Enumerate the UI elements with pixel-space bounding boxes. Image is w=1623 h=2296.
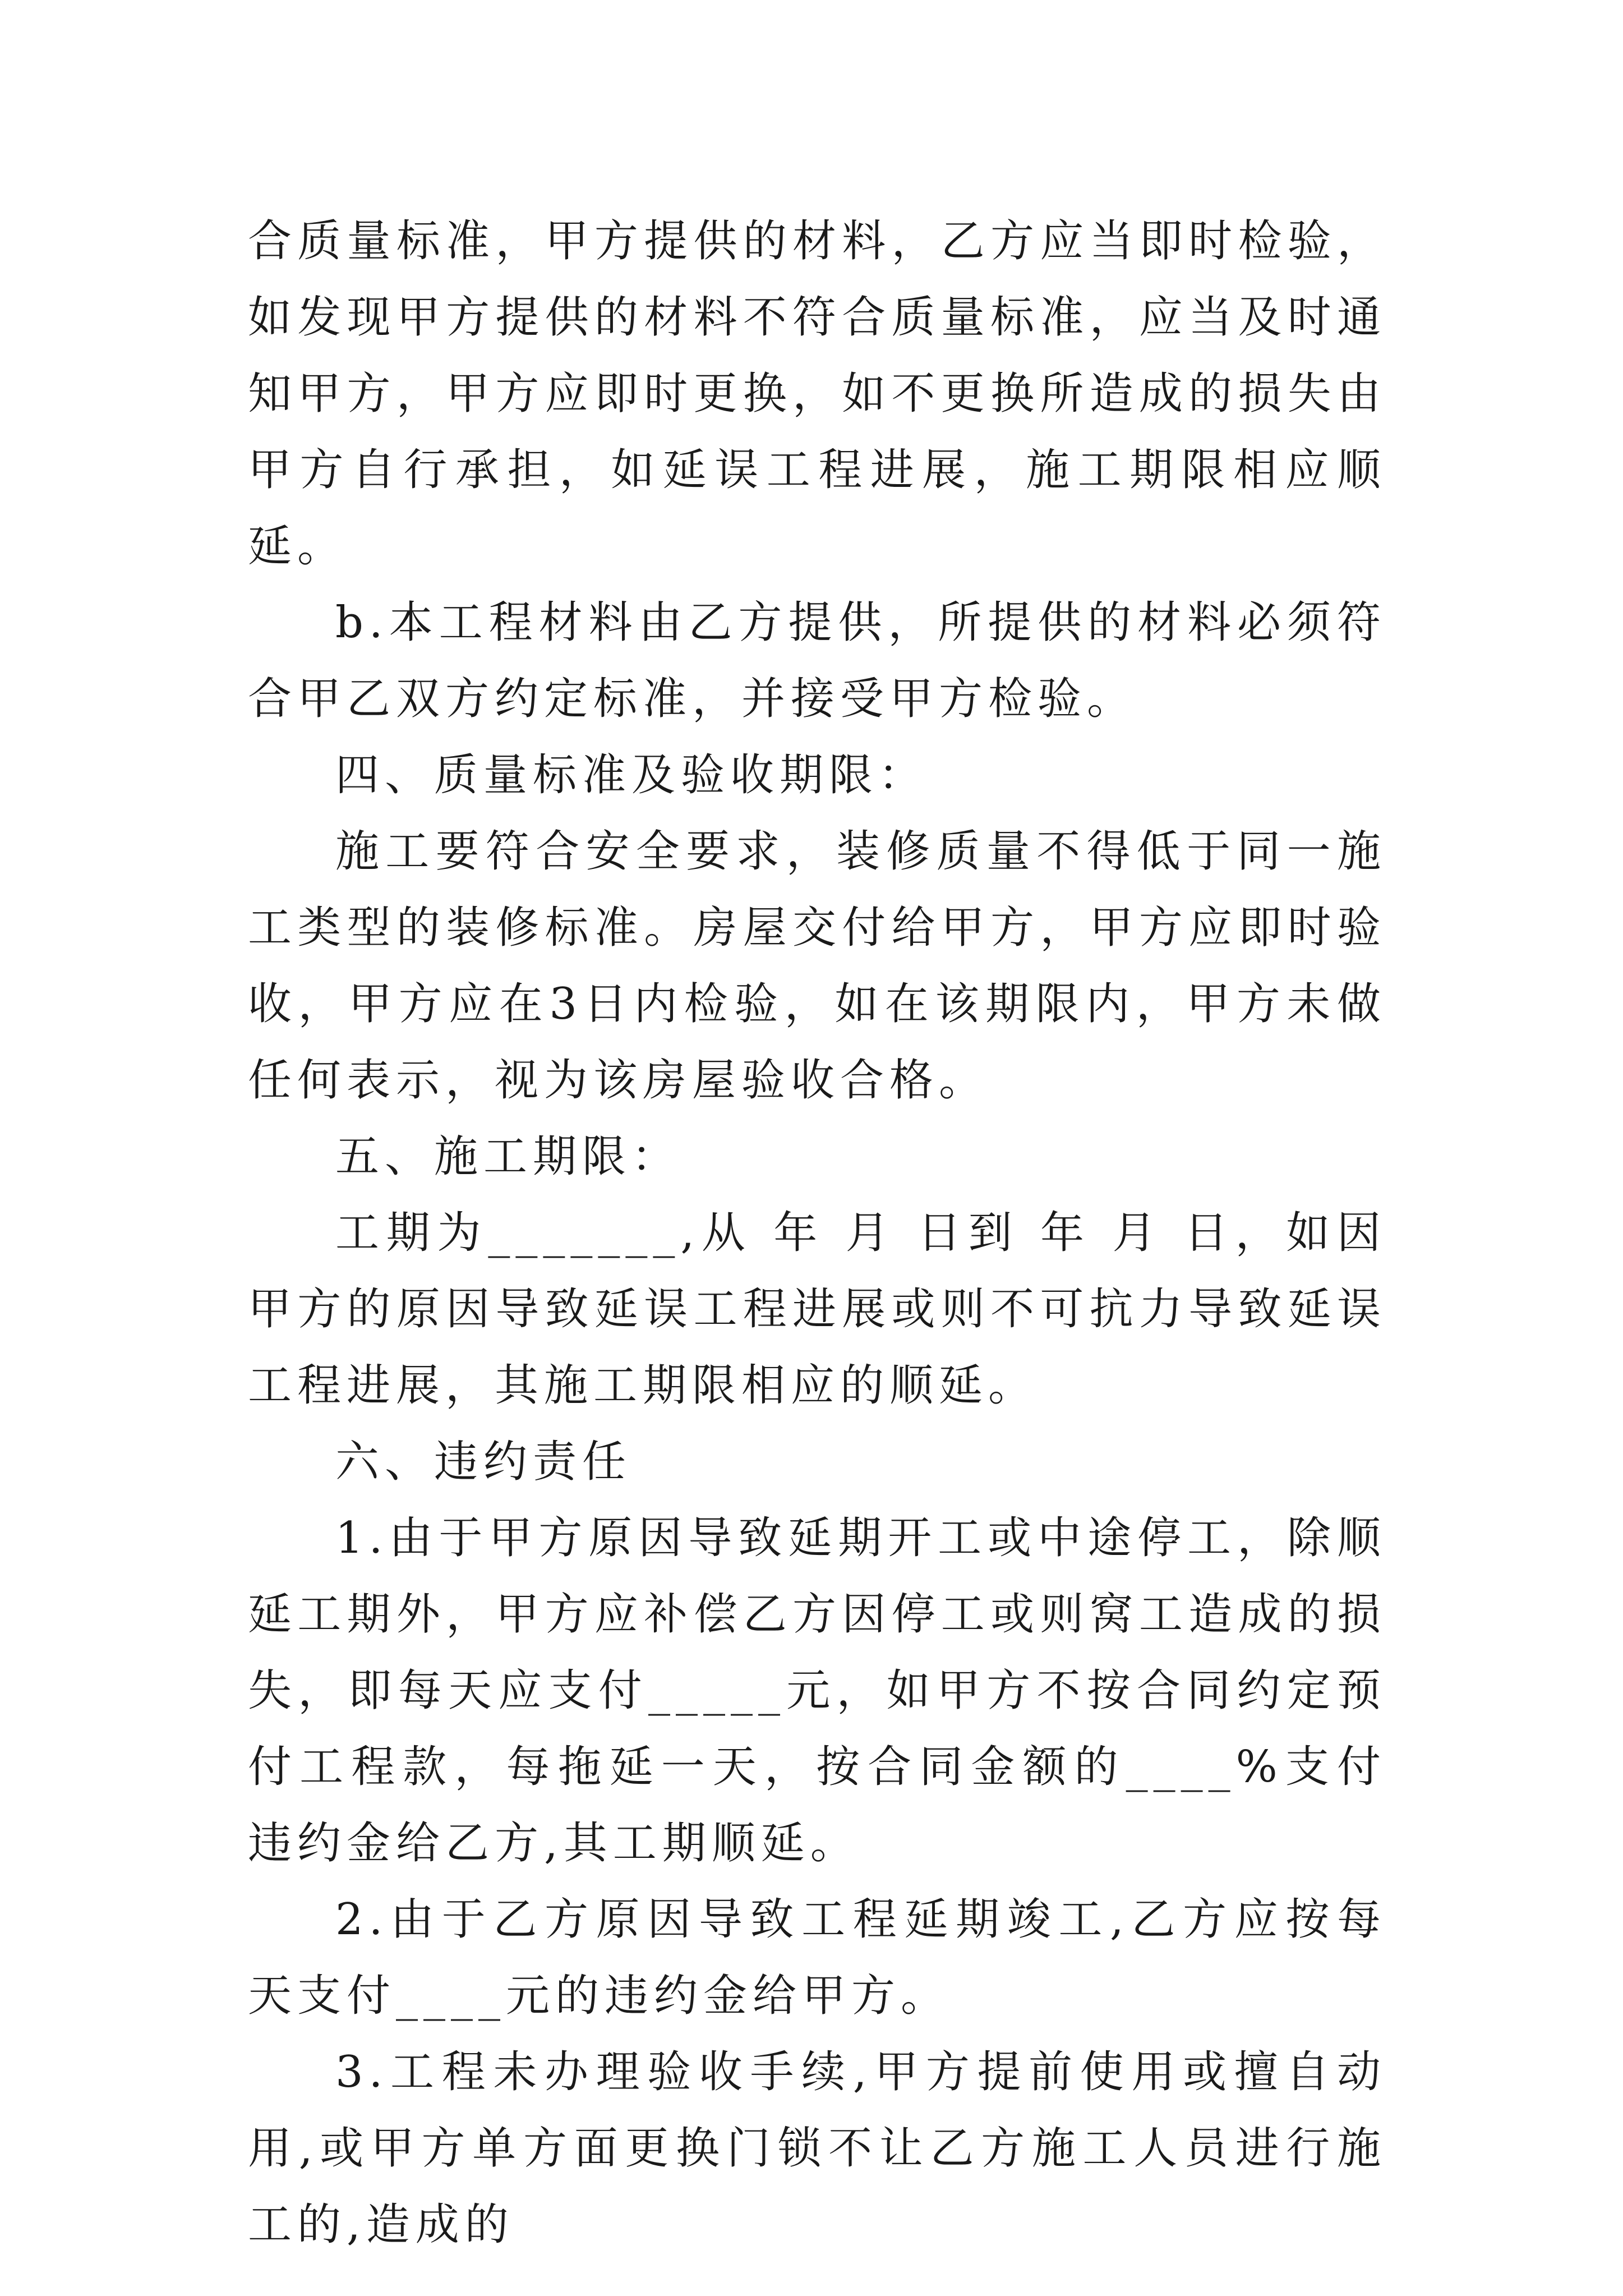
paragraph-breach-clause-3: 3.工程未办理验收手续,甲方提前使用或擅自动用,或甲方单方面更换门锁不让乙方施工人员进行施工的,造成的: [248, 2047, 1386, 2250]
paragraph-construction-safety: 施工要符合安全要求，装修质量不得低于同一施工类型的装修标准。房屋交付给甲方，甲方应即时验收，甲方应在3日内检验，如在该期限内，甲方未做任何表示，视为该房屋验收合格。: [248, 826, 1386, 1106]
section-heading-construction-period: 五、施工期限：: [335, 1131, 681, 1182]
paragraph-breach-clause-1: 1.由于甲方原因导致延期开工或中途停工，除顺延工期外，甲方应补偿乙方因停工或则窝工造成的损失，即每天应支付_____元，如甲方不按合同约定预付工程款，每拖延一天，按合同金额的____%支付违约金给乙方,其工期顺延。: [248, 1513, 1386, 1869]
paragraph-breach-clause-2: 2.由于乙方原因导致工程延期竣工,乙方应按每天支付____元的违约金给甲方。: [248, 1894, 1386, 2021]
document-body: [248, 203, 1386, 2263]
paragraph-materials-by-party-b: b.本工程材料由乙方提供，所提供的材料必须符合甲乙双方约定标准，并接受甲方检验。: [248, 597, 1386, 724]
paragraph-construction-period: 工期为_______,从 年 月 日到 年 月 日，如因甲方的原因导致延误工程进展或则不可抗力导致延误工程进展，其施工期限相应的顺延。: [248, 1208, 1386, 1411]
section-heading-breach-liability: 六、违约责任: [335, 1437, 632, 1487]
section-heading-quality-standard: 四、质量标准及验收期限：: [335, 750, 928, 800]
paragraph-quality-materials: 合质量标准，甲方提供的材料，乙方应当即时检验，如发现甲方提供的材料不符合质量标准，应当及时通知甲方，甲方应即时更换，如不更换所造成的损失由甲方自行承担，如延误工程进展，施工期限相应顺延。: [248, 216, 1386, 572]
